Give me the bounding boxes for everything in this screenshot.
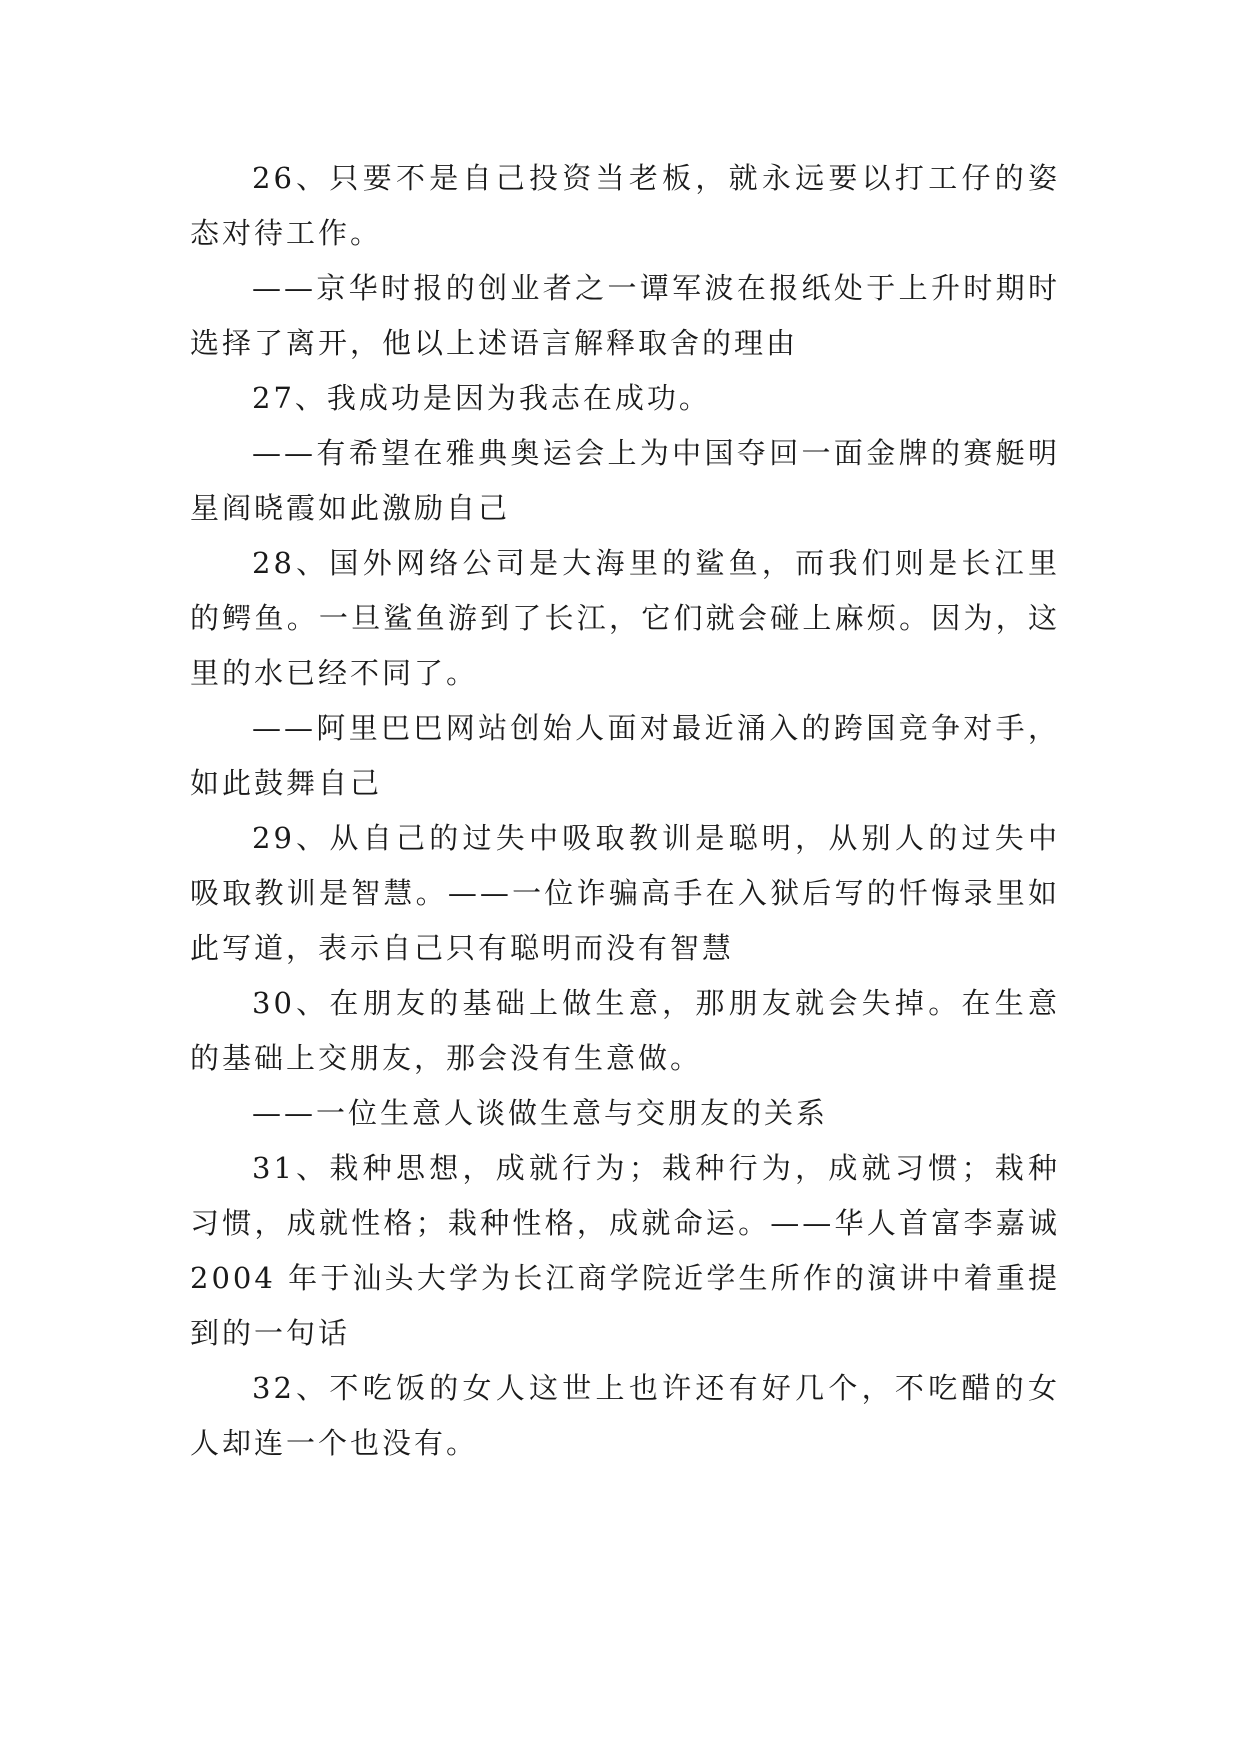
attribution-28: ——阿里巴巴网站创始人面对最近涌入的跨国竞争对手，如此鼓舞自己 <box>190 711 1060 800</box>
attribution-30: ——一位生意人谈做生意与交朋友的关系 <box>252 1096 829 1130</box>
paragraph-26: 26、只要不是自己投资当老板，就永远要以打工仔的姿态对待工作。 <box>190 161 1060 250</box>
paragraph-28: 28、国外网络公司是大海里的鲨鱼，而我们则是长江里的鳄鱼。一旦鲨鱼游到了长江，它们就会碰上麻烦。因为，这里的水已经不同了。 <box>190 546 1060 690</box>
attribution-26: ——京华时报的创业者之一谭军波在报纸处于上升时期时选择了离开，他以上述语言解释取舍的理由 <box>190 271 1060 360</box>
attribution-27: ——有希望在雅典奥运会上为中国夺回一面金牌的赛艇明星阎晓霞如此激励自己 <box>190 436 1060 525</box>
document-page <box>190 151 1060 1471</box>
paragraph-31: 31、栽种思想，成就行为；栽种行为，成就习惯；栽种习惯，成就性格；栽种性格，成就命运。——华人首富李嘉诚 2004 年于汕头大学为长江商学院近学生所作的演讲中着重提到的一句话 <box>190 1151 1060 1350</box>
paragraph-27: 27、我成功是因为我志在成功。 <box>252 381 711 415</box>
paragraph-30: 30、在朋友的基础上做生意，那朋友就会失掉。在生意的基础上交朋友，那会没有生意做。 <box>190 986 1060 1075</box>
paragraph-32: 32、不吃饭的女人这世上也许还有好几个，不吃醋的女人却连一个也没有。 <box>190 1371 1060 1460</box>
paragraph-29: 29、从自己的过失中吸取教训是聪明，从别人的过失中吸取教训是智慧。——一位诈骗高手在入狱后写的忏悔录里如此写道，表示自己只有聪明而没有智慧 <box>190 821 1060 965</box>
